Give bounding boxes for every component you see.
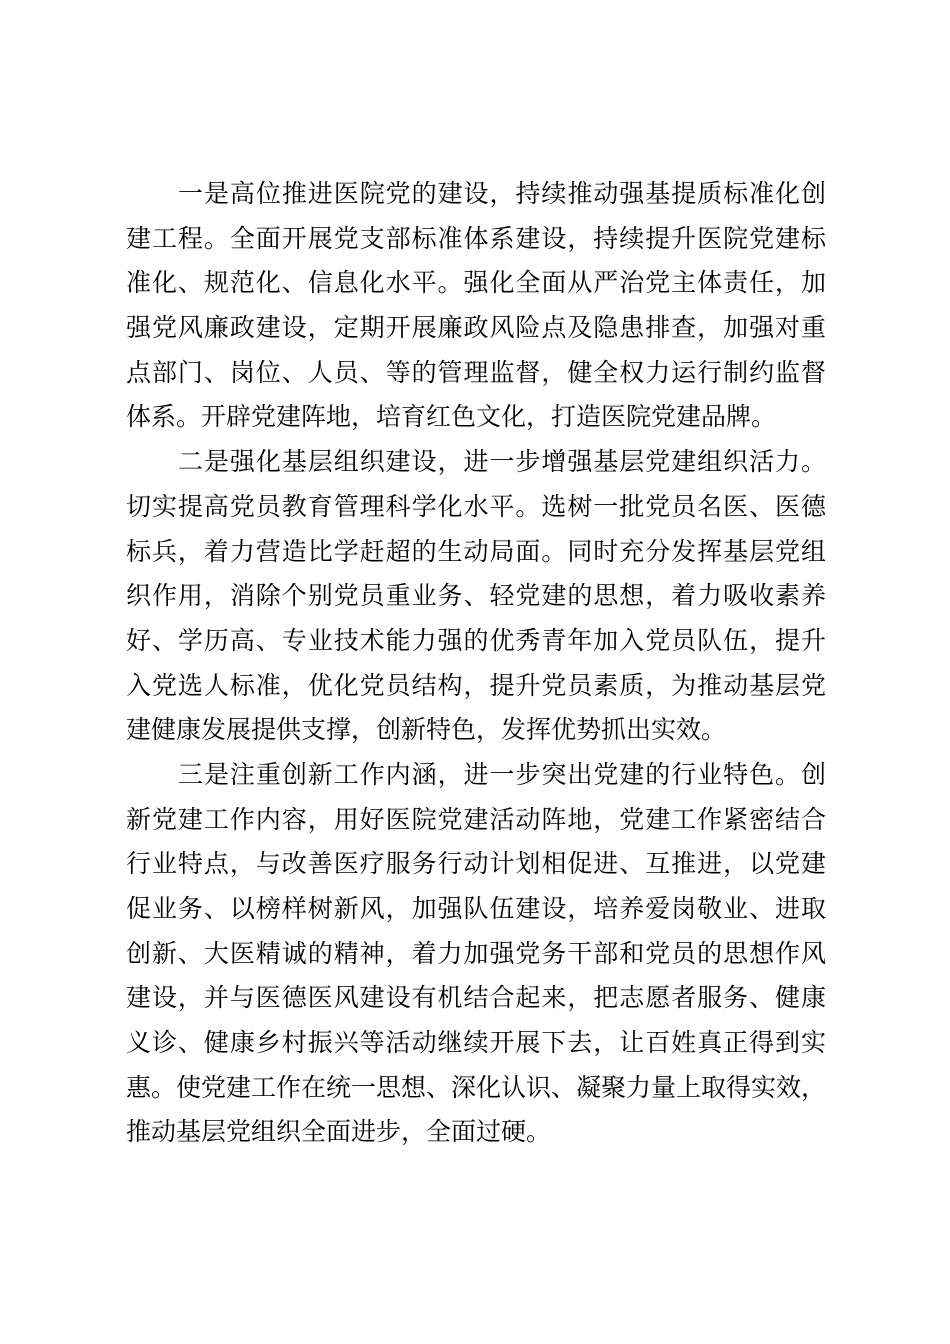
paragraph-line: 三是注重创新工作内涵，进一步突出党建的行业特色。创 [178,759,826,789]
paragraph-line: 二是强化基层组织建设，进一步增强基层党建组织活力。 [178,447,826,477]
paragraph-line: 新党建工作内容，用好医院党建活动阵地，党建工作紧密结合 [126,804,826,834]
paragraph-line: 建设，并与医德医风建设有机结合起来，把志愿者服务、健康 [126,983,826,1013]
paragraph-line: 创新、大医精诚的精神，着力加强党务干部和党员的思想作风 [126,938,826,968]
paragraph-1 [126,172,826,440]
paragraph-line: 一是高位推进医院党的建设，持续推动强基提质标准化创 [178,179,826,208]
paragraph-line: 点部门、岗位、人员、等的管理监督，健全权力运行制约监督 [126,357,826,387]
paragraph-line: 建健康发展提供支撑，创新特色，发挥优势抓出实效。 [126,715,727,745]
paragraph-line: 推动基层党组织全面进步，全面过硬。 [126,1117,552,1147]
document-body [126,172,826,1155]
paragraph-2 [126,440,826,753]
paragraph-line: 强党风廉政建设，定期开展廉政风险点及隐患排查，加强对重 [126,313,826,343]
paragraph-3 [126,753,826,1155]
paragraph-line: 行业特点，与改善医疗服务行动计划相促进、互推进，以党建 [126,849,826,879]
paragraph-line: 入党选人标准，优化党员结构，提升党员素质，为推动基层党 [126,670,826,700]
paragraph-line: 切实提高党员教育管理科学化水平。选树一批党员名医、医德 [126,491,826,521]
paragraph-line: 惠。使党建工作在统一思想、深化认识、凝聚力量上取得实效， [126,1072,827,1102]
paragraph-line: 标兵，着力营造比学赶超的生动局面。同时充分发挥基层党组 [126,536,826,566]
paragraph-line: 促业务、以榜样树新风，加强队伍建设，培养爱岗敬业、进取 [126,894,826,923]
paragraph-line: 织作用，消除个别党员重业务、轻党建的思想，着力吸收素养 [126,581,826,611]
paragraph-line: 义诊、健康乡村振兴等活动继续开展下去，让百姓真正得到实 [126,1028,826,1058]
paragraph-line: 体系。开辟党建阵地，培育红色文化，打造医院党建品牌。 [126,402,777,432]
paragraph-line: 好、学历高、专业技术能力强的优秀青年加入党员队伍，提升 [126,625,826,655]
paragraph-line: 建工程。全面开展党支部标准体系建设，持续提升医院党建标 [126,223,826,253]
paragraph-line: 准化、规范化、信息化水平。强化全面从严治党主体责任，加 [126,268,826,298]
